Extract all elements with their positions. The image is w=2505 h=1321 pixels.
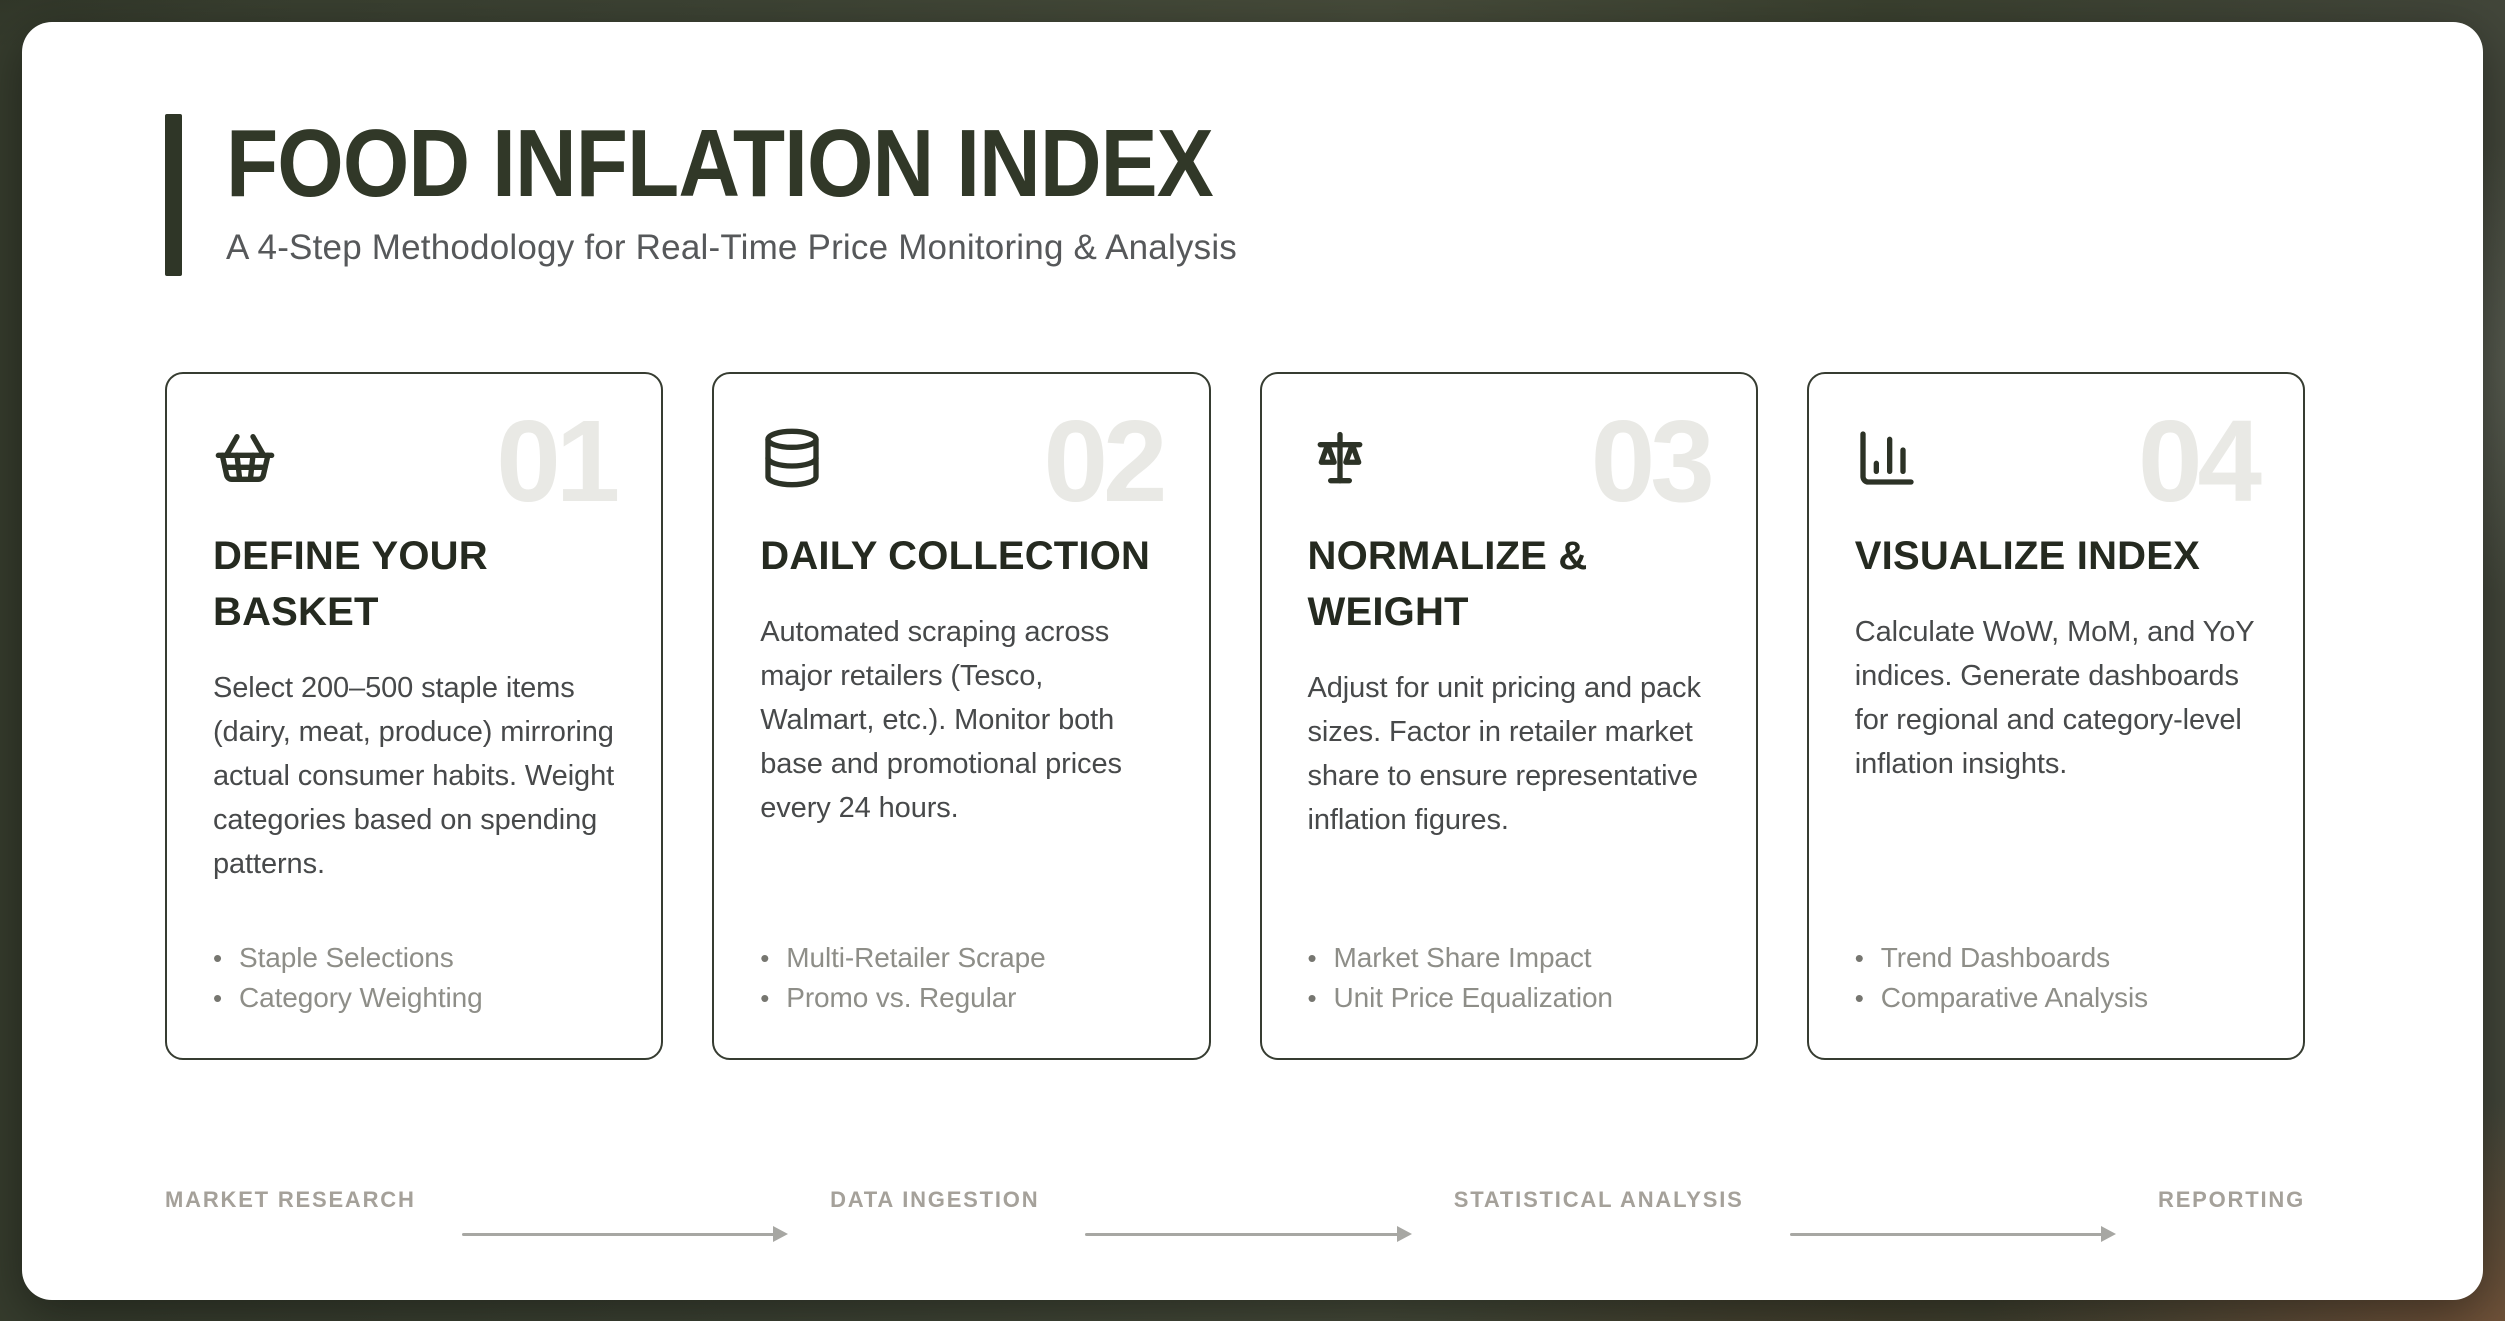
step-number: 03 xyxy=(1590,396,1710,526)
step-bullets xyxy=(1308,938,1710,1018)
bullet-item: • Promo vs. Regular xyxy=(760,978,1162,1018)
bar-chart-icon xyxy=(1855,426,1919,490)
bullet-item: • Staple Selections xyxy=(213,938,615,978)
arrow-right-icon xyxy=(462,1233,784,1236)
arrow-right-icon xyxy=(1790,1233,2112,1236)
infographic-panel xyxy=(22,22,2483,1300)
steps-grid xyxy=(165,372,2305,1060)
step-bullets xyxy=(213,938,615,1018)
shopping-basket-icon xyxy=(213,426,277,490)
card-top-row xyxy=(213,396,616,526)
timeline-label-market-research: MARKET RESEARCH xyxy=(165,1187,416,1212)
step-number: 04 xyxy=(2137,396,2257,526)
card-top-row xyxy=(1855,396,2257,526)
title-accent-bar xyxy=(165,114,182,276)
card-top-row xyxy=(1308,396,1710,526)
step-number: 01 xyxy=(496,396,616,526)
step-number: 02 xyxy=(1043,396,1163,526)
step-title: NORMALIZE & WEIGHT xyxy=(1307,534,1588,634)
step-title: DAILY COLLECTION xyxy=(760,534,1151,578)
bullet-item: • Market Share Impact xyxy=(1308,938,1710,978)
step-title: DEFINE YOUR BASKET xyxy=(213,534,488,634)
step-description: Select 200–500 staple items (dairy, meat, produce) mirroring actual consumer habits. Weight categories based on spending patterns. xyxy=(213,672,615,880)
timeline-label-data-ingestion: DATA INGESTION xyxy=(830,1187,1040,1212)
step-card-3 xyxy=(1260,372,1758,1060)
timeline-label-reporting: REPORTING xyxy=(2158,1187,2305,1212)
step-title: VISUALIZE INDEX xyxy=(1854,534,2201,578)
card-top-row xyxy=(760,396,1163,526)
bullet-item: • Unit Price Equalization xyxy=(1308,978,1710,1018)
step-description: Calculate WoW, MoM, and YoY indices. Generate dashboards for regional and category-level inflation insights. xyxy=(1854,616,2254,780)
bullet-item: • Trend Dashboards xyxy=(1855,938,2257,978)
bullet-item: • Comparative Analysis xyxy=(1855,978,2257,1018)
bullet-item: • Category Weighting xyxy=(213,978,615,1018)
timeline-label-statistical-analysis: STATISTICAL ANALYSIS xyxy=(1453,1187,1744,1212)
bullet-item: • Multi-Retailer Scrape xyxy=(760,938,1162,978)
database-icon xyxy=(760,426,824,490)
header xyxy=(165,110,1335,276)
page-title: FOOD INFLATION INDEX xyxy=(226,110,1213,217)
step-card-2 xyxy=(712,372,1210,1060)
step-card-4 xyxy=(1807,372,2305,1060)
step-description: Automated scraping across major retailers (Tesco, Walmart, etc.). Monitor both base and promotional prices every 24 hours. xyxy=(760,616,1122,824)
header-text xyxy=(226,110,1335,276)
step-description: Adjust for unit pricing and pack sizes. Factor in retailer market share to ensure representative inflation figures. xyxy=(1307,672,1701,836)
arrow-right-icon xyxy=(1085,1233,1407,1236)
step-card-1 xyxy=(165,372,663,1060)
page-subtitle: A 4-Step Methodology for Real-Time Price Monitoring & Analysis xyxy=(226,228,1237,267)
process-timeline xyxy=(165,1186,2305,1236)
step-bullets xyxy=(760,938,1162,1018)
scale-icon xyxy=(1308,426,1372,490)
step-bullets xyxy=(1855,938,2257,1018)
